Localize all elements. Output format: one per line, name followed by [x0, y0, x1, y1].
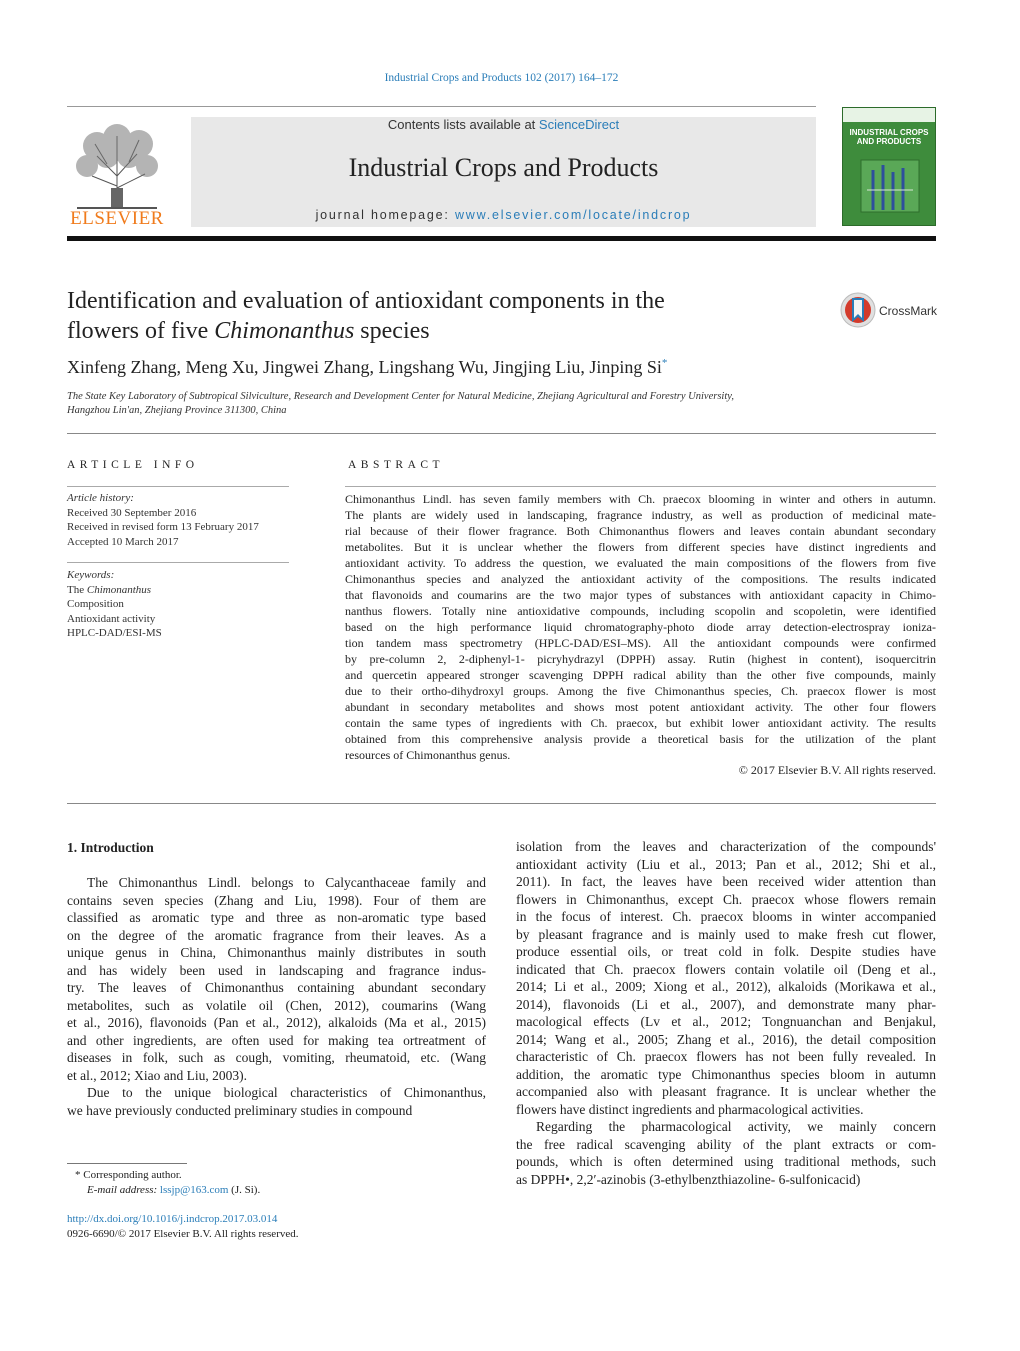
email-link[interactable]: lssjp@163.com	[159, 1183, 229, 1196]
abstract-line: Chimonanthus Lindl. has seven family members with Ch. praecox blooming in winter and others in autumn.	[345, 492, 936, 506]
body-text-line: pounds, which is often determined using traditional methods, such	[516, 1154, 936, 1169]
title-line-2	[67, 316, 797, 346]
homepage-prefix: journal homepage:	[315, 208, 455, 222]
abstract-line: rial because of their flower fragrance. Both Chimonanthus flowers and leaves contain abundant secondary	[345, 524, 936, 538]
abstract-heading: ABSTRACT	[348, 459, 445, 471]
abstract-rule-bottom	[67, 803, 936, 804]
journal-citation[interactable]: Industrial Crops and Products 102 (2017) 164–172	[384, 72, 619, 84]
abstract-line: due to their ortho-dihydroxyl groups. Among the five Chimonanthus species, Ch. praecox flower is most	[345, 684, 936, 698]
corresponding-author-note: * Corresponding author.	[75, 1169, 182, 1181]
body-text-line: macological effects (Lv et al., 2012; Tongnuanchan and Benjakul,	[516, 1014, 936, 1029]
body-text-line: contains seven species (Zhang and Liu, 1998). Four of them are	[67, 892, 486, 908]
abstract-copyright: © 2017 Elsevier B.V. All rights reserved.	[738, 763, 936, 777]
authors-text: Xinfeng Zhang, Meng Xu, Jingwei Zhang, Lingshang Wu, Jingjing Liu, Jinping Si	[67, 357, 662, 377]
abstract-line: by pre-column 2, 2-diphenyl-1- picryhydrazyl (DPPH) assay. Rutin (highest in content), isoquercitrin	[345, 652, 936, 666]
abstract-line: obtained from this comprehensive analysis provide a theoretical basis for the utilization of the plant	[345, 732, 936, 746]
body-text-line: the free radical scavenging ability of the plant extracts or com-	[516, 1136, 936, 1152]
abstract-line: resources of Chimonanthus genus.	[345, 748, 511, 762]
body-text-line: characteristic of Ch. praecox flowers has not been fully revealed. In	[516, 1049, 936, 1064]
body-text-line: isolation from the leaves and characterization of the compounds'	[516, 839, 936, 854]
body-text-line: 2011). In fact, the leaves have been received wider attention than	[516, 874, 936, 889]
article-info-rule	[67, 486, 289, 487]
corresponding-author-mark[interactable]: *	[661, 357, 668, 369]
header-rule	[67, 106, 816, 107]
body-text-line: diseases in folk, such as cough, vomiting, rheumatoid, etc. (Wang	[67, 1050, 486, 1065]
crossmark-label[interactable]: CrossMark	[879, 304, 938, 318]
footnotes	[67, 1168, 467, 1197]
body-text-line: in the focus of interest. Ch. praecox blooms in winter accompanied	[516, 909, 936, 924]
keyword-prefix: The	[67, 583, 87, 596]
body-text-line: 2014; Li et al., 2009; Xiong et al., 2012), alkaloids (Morikawa et al.,	[516, 979, 936, 994]
abstract-line: based on the high performance liquid chromatography-photo diode array detection-electrospray ioniza-	[345, 620, 936, 634]
title-line-2-prefix: flowers of five	[67, 318, 215, 344]
body-text-line: indicated that Ch. praecox flowers contain volatile oil (Deng et al.,	[516, 961, 936, 977]
body-text-line: unique genus in China, Chimonanthus mainly distributes in south	[67, 945, 486, 960]
body-text-line: metabolites, such as volatile oil (Chen, 2012), coumarins (Wang	[67, 997, 486, 1013]
keywords-label: Keywords:	[67, 569, 115, 581]
contents-available-line	[191, 117, 816, 132]
keyword-item: Antioxidant activity	[67, 612, 156, 625]
body-text-line: and other ingredients, are often used for making tea ortreatment of	[67, 1032, 486, 1048]
doi-block	[67, 1212, 467, 1241]
author-list	[67, 357, 667, 378]
title-genus: Chimonanthus	[214, 318, 355, 344]
body-text-line: 2014), flavonoids (Li et al., 2007), and demonstrate many phar-	[516, 996, 936, 1012]
cover-illustration-icon	[853, 150, 927, 220]
elsevier-wordmark: ELSEVIER	[70, 208, 164, 229]
affiliation-line-1: The State Key Laboratory of Subtropical Silviculture, Research and Development Center for Natural Medicine, Zhejiang Agricultural and Forestry University,	[67, 391, 734, 402]
journal-cover-image[interactable]	[842, 107, 936, 226]
article-info-heading: ARTICLE INFO	[67, 459, 199, 471]
body-text-line: addition, the aromatic type Chimonanthus species bloom in autumn	[516, 1066, 936, 1082]
abstract-line: The plants are widely used in landscaping, fragrance industry, as well as production of medicinal mate-	[345, 508, 936, 522]
abstract-line: Chimonanthus species and analyzed the antioxidant activity of the compositions. The results indicated	[345, 572, 936, 586]
abstract-body	[345, 491, 936, 763]
email-label: E-mail address:	[87, 1183, 160, 1196]
accepted-date: Accepted 10 March 2017	[67, 535, 179, 548]
abstract-line: nanthus flowers. Totally nine antioxidative compounds, including scopolin and scopoletin, were identified	[345, 604, 936, 618]
body-text-line: produce essential oils, or treat cold in folk. Despite studies have	[516, 944, 936, 959]
email-line	[67, 1183, 467, 1198]
keyword-item	[67, 583, 289, 598]
body-text-line: and has widely been used in landscaping and fragrance indus-	[67, 962, 486, 978]
body-column-left	[67, 874, 486, 1119]
abstract-rule-top	[345, 486, 936, 487]
history-label: Article history:	[67, 492, 134, 504]
body-text-line: accompanied also with pleasant fragrance. It is unclear whether the	[516, 1084, 936, 1099]
body-text-line: Regarding the pharmacological activity, we mainly concern	[536, 1119, 936, 1134]
body-text-line: as DPPH•, 2,2′-azinobis (3-ethylbenzthiazoline- 6-sulfonicacid)	[516, 1171, 861, 1187]
issn-line: 0926-6690/© 2017 Elsevier B.V. All rights reserved.	[67, 1227, 299, 1240]
footnote-rule	[67, 1163, 187, 1164]
abstract-line: and quercetin appeared stronger scavenging DPPH radical ability than the other five compounds, mainly	[345, 668, 936, 682]
article-title	[67, 286, 797, 346]
homepage-link[interactable]: www.elsevier.com/locate/indcrop	[454, 208, 692, 222]
doi-link[interactable]: http://dx.doi.org/10.1016/j.indcrop.2017.03.014	[67, 1213, 278, 1225]
body-text-line: on the degree of the aromatic fragrance from their leaves. As a	[67, 927, 486, 943]
affiliation	[67, 390, 937, 418]
abstract-line: metabolites. But it is unclear whether the flowers from different species have distinct ingredients and	[345, 540, 936, 554]
sciencedirect-link[interactable]: ScienceDirect	[538, 117, 620, 132]
keyword-item: Composition	[67, 598, 124, 610]
header-thick-rule	[67, 236, 936, 241]
body-text-line: antioxidant activity (Liu et al., 2013; Pan et al., 2012; Shi et al.,	[516, 856, 936, 872]
body-text-line: flowers have distinct ingredients and pharmacological activities.	[516, 1101, 864, 1117]
body-text-line: et al., 2016), flavonoids (Pan et al., 2012), alkaloids (Ma et al., 2015)	[67, 1015, 486, 1030]
title-line-1: Identification and evaluation of antioxidant components in the	[67, 288, 665, 314]
abstract-line: tion tandem mass spectrometry (HPLC-DAD/ESI–MS). All the antioxidant compounds were confirmed	[345, 636, 936, 650]
keyword-item: HPLC-DAD/ESI-MS	[67, 627, 162, 639]
keyword-genus: Chimonanthus	[86, 583, 152, 596]
journal-homepage-line	[191, 208, 816, 222]
crossmark-icon[interactable]	[840, 292, 876, 328]
abstract-line: antioxidant activity. To address the question, we evaluated the main compositions of the flowers from five	[345, 556, 936, 570]
body-text-line: flowers in Chimonanthus, except Ch. praecox whose flowers remain	[516, 891, 936, 907]
affiliation-rule	[67, 433, 936, 434]
revised-date: Received in revised form 13 February 2017	[67, 521, 259, 533]
body-text-line: et al., 2012; Xiao and Liu, 2003).	[67, 1067, 247, 1083]
abstract-line: abundant in secondary metabolites and shows most potent antioxidant activity. The other four flowers	[345, 700, 936, 714]
email-suffix: (J. Si).	[228, 1183, 261, 1196]
title-line-2-suffix: species	[354, 318, 430, 344]
received-date: Received 30 September 2016	[67, 506, 197, 519]
keywords	[67, 568, 289, 641]
body-text-line: by pleasant fragrance and is mainly used to make fresh cut flower,	[516, 926, 936, 942]
body-text-line: classified as aromatic type and three as non-aromatic type based	[67, 910, 486, 925]
body-column-right	[516, 838, 936, 1188]
journal-masthead	[191, 117, 816, 227]
body-text-line: 2014; Wang et al., 2005; Zhang et al., 2016), the detail composition	[516, 1031, 936, 1047]
body-text-line: try. The leaves of Chimonanthus containing abundant secondary	[67, 980, 486, 995]
journal-title: Industrial Crops and Products	[348, 153, 659, 182]
body-text-line: The Chimonanthus Lindl. belongs to Calycanthaceae family and	[87, 875, 486, 890]
keywords-rule	[67, 562, 289, 563]
abstract-line: contain the same types of ingredients with Ch. praecox, but exhibit lower antioxidant activity. The results	[345, 716, 936, 730]
contents-prefix: Contents lists available at	[387, 117, 539, 132]
article-history	[67, 491, 289, 549]
abstract-line: that flavonoids and coumarins are the two major types of substances with antioxidant capacity in Chimo-	[345, 588, 936, 602]
body-text-line: Due to the unique biological characteristics of Chimonanthus,	[87, 1085, 486, 1100]
cover-title: INDUSTRIAL CROPS AND PRODUCTS	[849, 128, 929, 146]
body-text-line: we have previously conducted preliminary studies in compound	[67, 1102, 413, 1118]
section-heading-introduction: 1. Introduction	[67, 840, 154, 855]
affiliation-line-2: Hangzhou Lin'an, Zhejiang Province 311300, China	[67, 405, 287, 416]
